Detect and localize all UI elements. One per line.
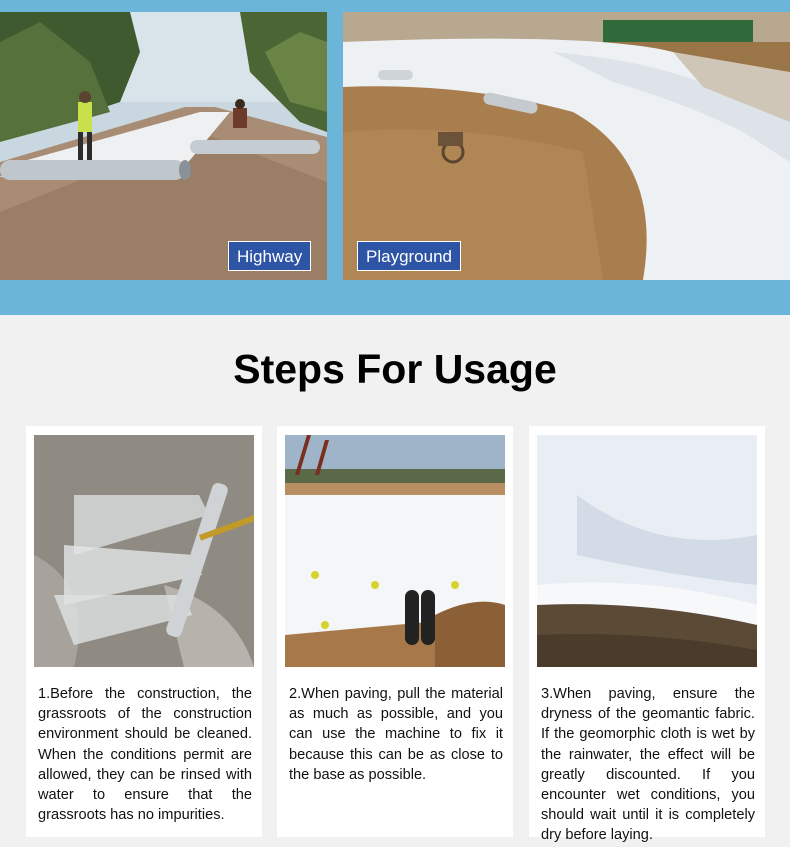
step-2-photo [285, 435, 505, 667]
playground-label: Playground [357, 241, 461, 271]
step-1-photo [34, 435, 254, 667]
step-card-1 [26, 426, 262, 837]
step-3-photo [537, 435, 757, 667]
highway-label: Highway [228, 241, 311, 271]
highway-photo [0, 12, 327, 280]
page-title: Steps For Usage [233, 346, 557, 392]
step-3-text: 3.When paving, ensure the dryness of the geomantic fabric. If the geomorphic cloth is wet by the rainwater, the effect will be greatly discounted. If you encounter wet conditions, you should wait until it is completely dry before laying. [541, 686, 755, 844]
step-1-text: 1.Before the construction, the grassroots of the construction environment should be cleaned. When the conditions permit are allowed, they can be rinsed with water to ensure that the grassroots has no impurities. [38, 686, 252, 824]
step-card-3 [529, 426, 765, 844]
step-card-2 [277, 426, 513, 837]
step-2-text: 2.When paving, pull the material as much as possible, and you can use the machine to fix it because this can be as close to the base as possible. [289, 686, 503, 783]
playground-photo [343, 12, 790, 280]
